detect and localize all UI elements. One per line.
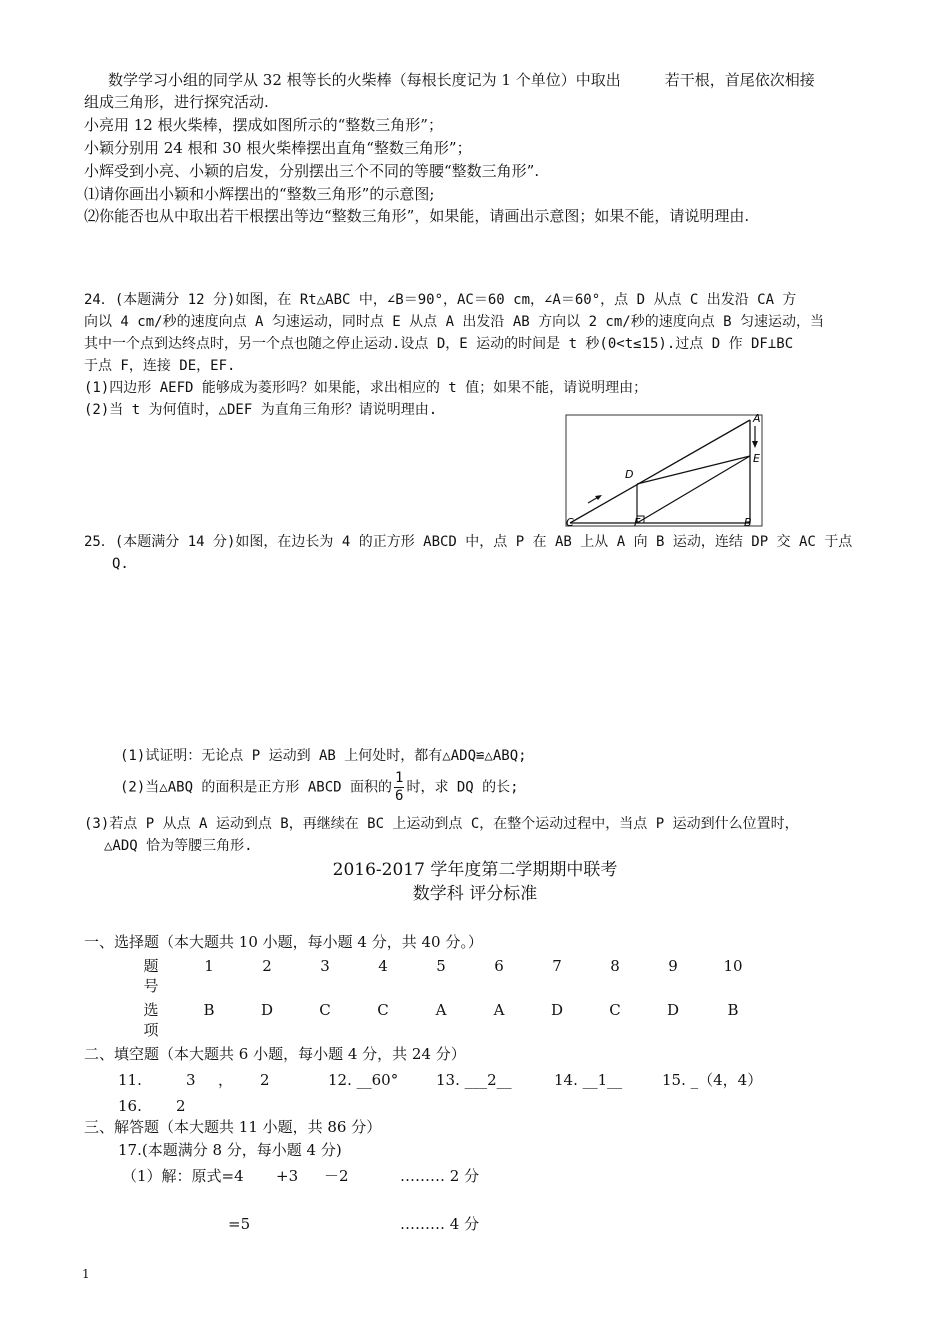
segment-DE	[637, 456, 750, 484]
arrow-head-CA	[595, 495, 602, 500]
q25-part2: (2)当△ABQ 的面积是正方形 ABCD 面积的 $\frac{1}{6}$ 时，求 DQ 的长;	[120, 770, 519, 804]
q17-step1-c: －2	[324, 1167, 349, 1185]
q25-part3: (3)若点 P 从点 A 运动到点 B，再继续在 BC 上运动到点 C，在整个运动过程中，当点 P 运动到什么位置时，	[84, 816, 799, 832]
choice-cell: C	[377, 1001, 389, 1019]
section-solve-title: 三、解答题（本大题共 11 小题，共 86 分）	[84, 1118, 382, 1136]
arrow-head-AB	[752, 441, 758, 448]
q23-line2: 组成三角形，进行探究活动.	[84, 93, 269, 111]
q23-line5: 小辉受到小亮、小颖的启发，分别摆出三个不同的等腰“整数三角形”.	[84, 162, 540, 180]
q24-part2: (2)当 t 为何值时，△DEF 为直角三角形？请说明理由.	[84, 402, 438, 418]
figure-frame	[566, 415, 762, 526]
choice-cell: C	[609, 1001, 621, 1019]
section-choice-title: 一、选择题（本大题共 10 小题，每小题 4 分，共 40 分。）	[84, 933, 483, 951]
number-cell: 8	[610, 957, 620, 975]
choice-cell: C	[319, 1001, 331, 1019]
fill-11-label: 11.	[118, 1071, 142, 1089]
choice-cell: B	[203, 1001, 215, 1019]
q23-line4: 小颖分别用 24 根和 30 根火柴棒摆出直角“整数三角形”；	[84, 139, 472, 157]
q17-step1-score: ……… 2 分	[400, 1167, 480, 1185]
q25-line1: 25．(本题满分 14 分)如图，在边长为 4 的正方形 ABCD 中，点 P 在 AB 上从 A 向 B 运动，连结 DP 交 AC 于点	[84, 534, 853, 550]
section-fill-title: 二、填空题（本大题共 6 小题，每小题 4 分，共 24 分）	[84, 1045, 466, 1063]
answer-subtitle: 数学科 评分标准	[412, 884, 538, 904]
q17-step2-a: =5	[228, 1215, 251, 1233]
q17-step1-a: （1）解：原式=4	[122, 1167, 244, 1185]
fill-16-label: 16.	[118, 1097, 142, 1115]
label-D: D	[625, 468, 634, 481]
q24-line1: 24．(本题满分 12 分)如图，在 Rt△ABC 中，∠B＝90°，AC＝60 cm，∠A＝60°，点 D 从点 C 出发沿 CA 方	[84, 292, 797, 308]
fill-11-value-b: 2	[260, 1071, 270, 1089]
fill-14: 14. __1__	[554, 1071, 623, 1089]
q25-part1: (1)试证明：无论点 P 运动到 AB 上何处时，都有△ADQ≌△ABQ;	[120, 748, 527, 764]
q24-line3: 其中一个点到达终点时，另一个点也随之停止运动.设点 D，E 运动的时间是 t 秒(0<t≤15).过点 D 作 DF⊥BC	[84, 336, 794, 352]
q17-step1-b: +3	[276, 1167, 299, 1185]
q23-part2: ⑵你能否也从中取出若干根摆出等边“整数三角形”，如果能，请画出示意图；如果不能，请说明理由.	[84, 207, 750, 225]
number-cell: 9	[668, 957, 678, 975]
fill-11-sep: ，	[218, 1071, 234, 1089]
table-head-1b: 号	[143, 977, 159, 995]
fill-16-value: 2	[176, 1097, 186, 1115]
number-cell: 4	[378, 957, 388, 975]
number-cell: 6	[494, 957, 504, 975]
number-cell: 7	[552, 957, 562, 975]
label-E: E	[753, 452, 760, 465]
label-B: B	[744, 516, 752, 529]
fill-12: 12. __60°	[328, 1071, 399, 1089]
table-head-2: 选	[143, 1001, 159, 1019]
number-cell: 10	[723, 957, 743, 975]
q24-figure	[562, 412, 766, 530]
number-cell: 5	[436, 957, 446, 975]
choice-cell: B	[727, 1001, 739, 1019]
segment-EF	[637, 456, 750, 523]
q23-line3: 小亮用 12 根火柴棒，摆成如图所示的“整数三角形”；	[84, 116, 443, 134]
label-C: C	[566, 516, 574, 529]
q25-line2: Q.	[112, 556, 129, 572]
fraction-one-sixth: $\frac{1}{6}$	[395, 770, 404, 804]
choice-cell: D	[260, 1001, 274, 1019]
number-cell: 3	[320, 957, 330, 975]
q24-line4: 于点 F，连接 DE，EF.	[84, 358, 236, 374]
q24-line2: 向以 4 cm/秒的速度向点 A 匀速运动，同时点 E 从点 A 出发沿 AB 方向以 2 cm/秒的速度向点 B 匀速运动，当	[84, 314, 825, 330]
label-A: A	[753, 412, 761, 425]
table-head-1: 题	[143, 957, 159, 975]
fill-15: 15. _（4，4）	[662, 1071, 763, 1089]
answer-title: 2016-2017 学年度第二学期期中联考	[332, 860, 618, 880]
page-number: 1	[82, 1267, 90, 1281]
fill-13: 13. ___2__	[436, 1071, 512, 1089]
number-cell: 2	[262, 957, 272, 975]
label-F: F	[634, 516, 641, 529]
q17-step2-score: ……… 4 分	[400, 1215, 480, 1233]
choice-cell: A	[435, 1001, 447, 1019]
q24-part1: (1)四边形 AEFD 能够成为菱形吗？如果能，求出相应的 t 值；如果不能，请说明理由；	[84, 380, 648, 396]
q23-part1: ⑴请你画出小颖和小辉摆出的“整数三角形”的示意图;	[84, 185, 435, 203]
q23-line1: 数学学习小组的同学从 32 根等长的火柴棒（每根长度记为 1 个单位）中取出 若干根，首尾依次相接	[108, 71, 815, 89]
table-head-2b: 项	[143, 1021, 159, 1039]
choice-cell: D	[550, 1001, 564, 1019]
choice-cell: A	[493, 1001, 505, 1019]
number-cell: 1	[204, 957, 214, 975]
fill-11-value-a: 3	[186, 1071, 196, 1089]
q17-title: 17.(本题满分 8 分，每小题 4 分)	[118, 1141, 342, 1159]
choice-cell: D	[666, 1001, 680, 1019]
q25-part3-cont: △ADQ 恰为等腰三角形.	[104, 838, 253, 854]
